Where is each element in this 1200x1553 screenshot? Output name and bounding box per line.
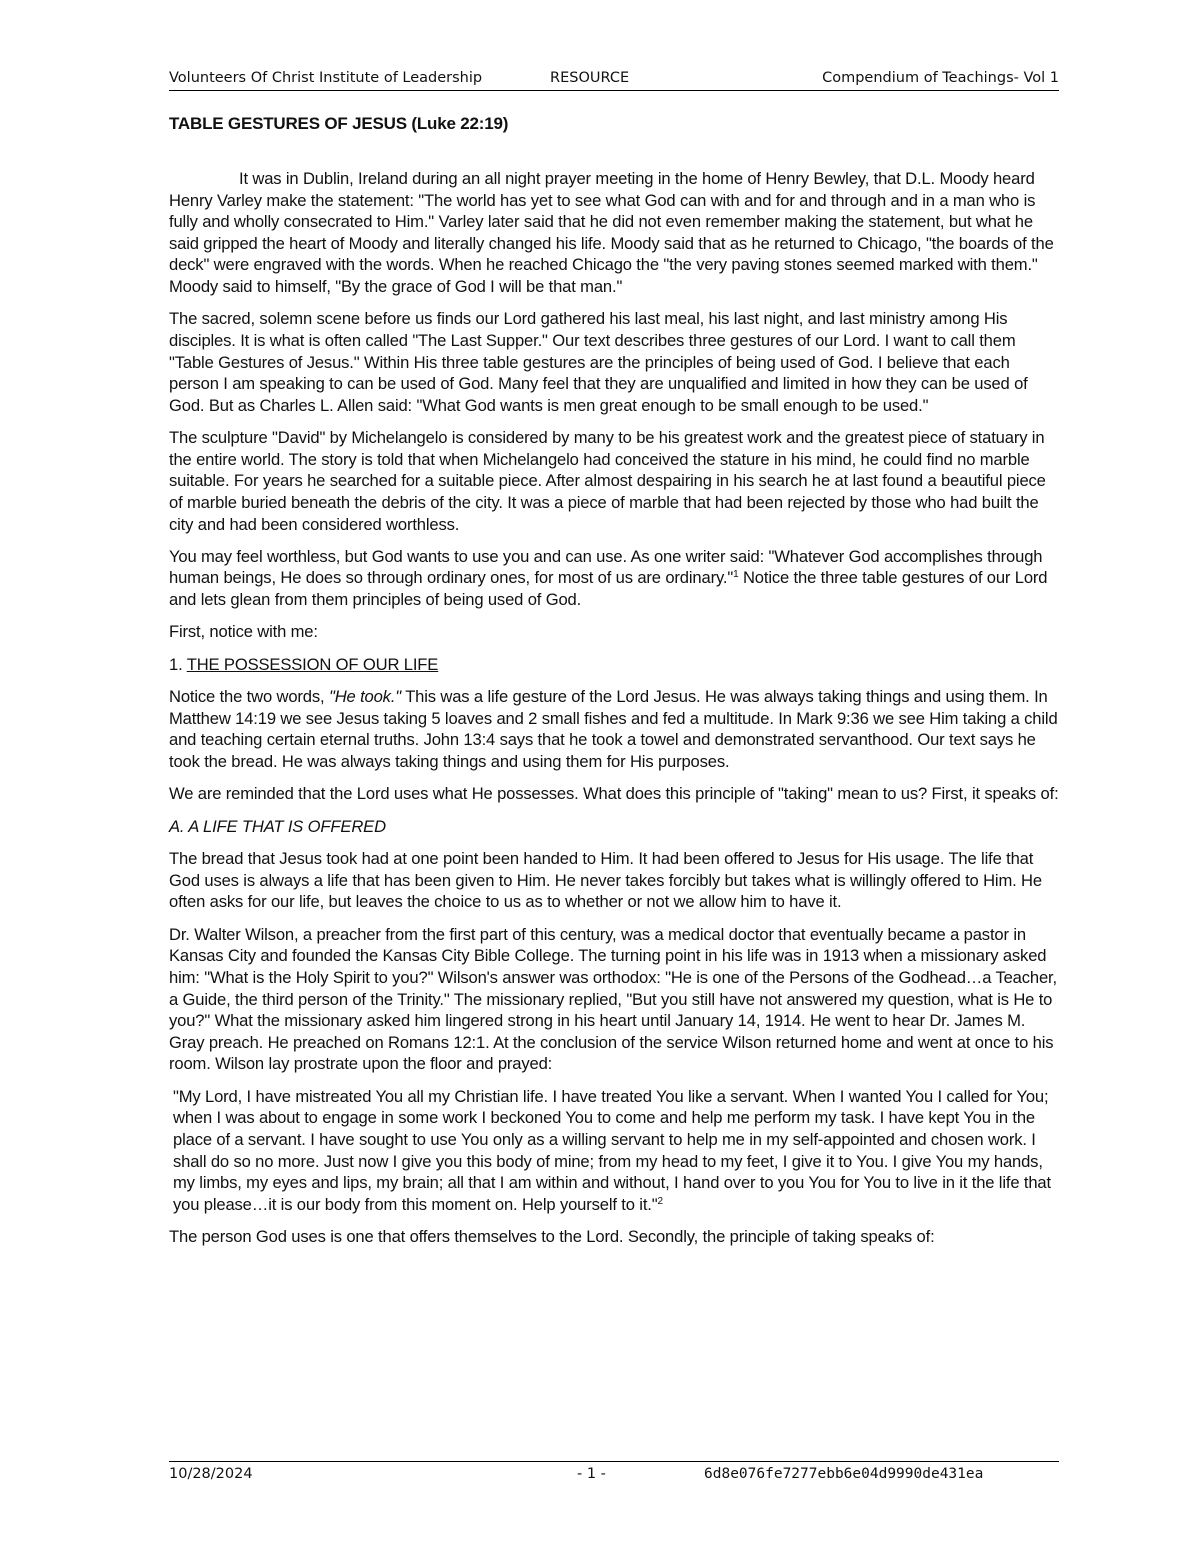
section-heading-1	[169, 654, 1059, 676]
document-body	[169, 168, 1059, 1258]
paragraph-worthless	[169, 546, 1059, 611]
paragraph-bread: The bread that Jesus took had at one point been handed to Him. It had been offered to Jesus for His usage. The life that God uses is always a life that has been given to Him. He never takes forcibly but takes what is willingly offered to Him. He often asks for our life, but leaves the choice to us as to whether or not we allow him to have it.	[169, 849, 1042, 912]
header-compendium: Compendium of Teachings- Vol 1	[822, 70, 1059, 86]
paragraph-he-took-italic: "He took."	[328, 687, 402, 707]
header-institute: Volunteers Of Christ Institute of Leadership	[169, 70, 483, 86]
footer-hash: 6d8e076fe7277ebb6e04d9990de431ea	[704, 1466, 984, 1482]
paragraph-first-notice: First, notice with me:	[169, 622, 318, 642]
paragraph-david: The sculpture "David" by Michelangelo is considered by many to be his greatest work and the greatest piece of statuary in the entire world. The story is told that when Michelangelo had conceived the stature in his mind, he could find no marble suitable. For years he searched for a suitable piece. After almost despairing in his search he at last found a beautiful piece of marble buried beneath the debris of the city. It was a piece of marble that had been rejected by those who had built the city and had been considered worthless.	[169, 428, 1046, 534]
page-header	[169, 70, 1059, 91]
paragraph-prayer-quote	[169, 1086, 1059, 1216]
paragraph-person-god-uses: The person God uses is one that offers themselves to the Lord. Secondly, the principle of taking speaks of:	[169, 1227, 935, 1247]
footnote-ref-1: 1	[733, 569, 739, 581]
paragraph-wilson: Dr. Walter Wilson, a preacher from the first part of this century, was a medical doctor that eventually became a pastor in Kansas City and founded the Kansas City Bible College. The turning point in his life was in 1913 when a missionary asked him: "What is the Holy Spirit to you?" Wilson's answer was orthodox: "He is one of the Persons of the Godhead…a Teacher, a Guide, the third person of the Trinity." The missionary replied, "But you still have not answered my question, what is He to you?" What the missionary asked him lingered strong in his heart until January 14, 1914. He went to hear Dr. James M. Gray preach. He preached on Romans 12:1. At the conclusion of the service Wilson returned home and went at once to his room. Wilson lay prostrate upon the floor and prayed:	[169, 924, 1057, 1074]
paragraph-worthless-b: Notice the three table gestures of our Lord and lets glean from them principles of being used of God.	[169, 568, 1048, 610]
paragraph-he-took-b: This was a life gesture of the Lord Jesus. He was always taking things and using them. In Matthew 14:19 we see Jesus taking 5 loaves and 2 small fishes and fed a multitude. In Mark 9:36 we see Him taking a child and teaching certain eternal truths. John 13:4 says that he took a towel and demonstrated servanthood. Our text says he took the bread. He was always taking things and using them for His purposes.	[169, 687, 1058, 772]
header-resource: RESOURCE	[550, 70, 630, 86]
prayer-quote-text: "My Lord, I have mistreated You all my Christian life. I have treated You like a servant. When I wanted You I called for You; when I was about to engage in some work I beckoned You to come and help me perform my task. I have kept You in the place of a servant. I have sought to use You only as a willing servant to help me in my self-appointed and chosen work. I shall do so no more. Just now I give you this body of mine; from my head to my feet, I give it to You. I give You my hands, my limbs, my eyes and lips, my brain; all that I am within and without, I hand over to you You for You to live in it the life that you please…it is our body from this moment on. Help yourself to it."	[173, 1086, 1051, 1214]
section-heading-1-text: THE POSSESSION OF OUR LIFE	[186, 654, 439, 674]
footer-date: 10/28/2024	[169, 1466, 253, 1482]
paragraph-last-supper: The sacred, solemn scene before us finds our Lord gathered his last meal, his last night, and last ministry among His disciples. It is what is often called "The Last Supper." Our text describes three gestures of our Lord. I want to call them "Table Gestures of Jesus." Within His three table gestures are the principles of being used of God. I believe that each person I am speaking to can be used of God. Many feel that they are unqualified and limited in how they can be used of God. But as Charles L. Allen said: "What God wants is men great enough to be small enough to be used."	[169, 309, 1028, 415]
footer-page-number: - 1 -	[577, 1466, 606, 1482]
section-heading-1-number: 1.	[169, 654, 187, 674]
paragraph-moody: It was in Dublin, Ireland during an all night prayer meeting in the home of Henry Bewley, that D.L. Moody heard Henry Varley make the statement: "The world has yet to see what God can with and for and through and in a man who is fully and wholly consecrated to Him." Varley later said that he did not even remember making the statement, but what he said gripped the heart of Moody and literally changed his life. Moody said that as he returned to Chicago, "the boards of the deck" were engraved with the words. When he reached Chicago the "the very paving stones seemed marked with them." Moody said to himself, "By the grace of God I will be that man."	[169, 169, 1054, 296]
paragraph-worthless-a: You may feel worthless, but God wants to use you and can use. As one writer said: "Whatever God accomplishes through human beings, He does so through ordinary ones, for most of us are ordinary."	[169, 546, 1043, 588]
document-page	[169, 0, 1059, 1553]
paragraph-taking: We are reminded that the Lord uses what He possesses. What does this principle of "taking" mean to us? First, it speaks of:	[169, 784, 1059, 804]
subheading-a: A. A LIFE THAT IS OFFERED	[169, 816, 386, 836]
paragraph-he-took	[169, 686, 1059, 772]
paragraph-he-took-a: Notice the two words,	[169, 687, 329, 707]
footnote-ref-2: 2	[657, 1195, 663, 1207]
page-footer	[169, 1461, 1059, 1486]
document-title: TABLE GESTURES OF JESUS (Luke 22:19)	[169, 114, 509, 133]
